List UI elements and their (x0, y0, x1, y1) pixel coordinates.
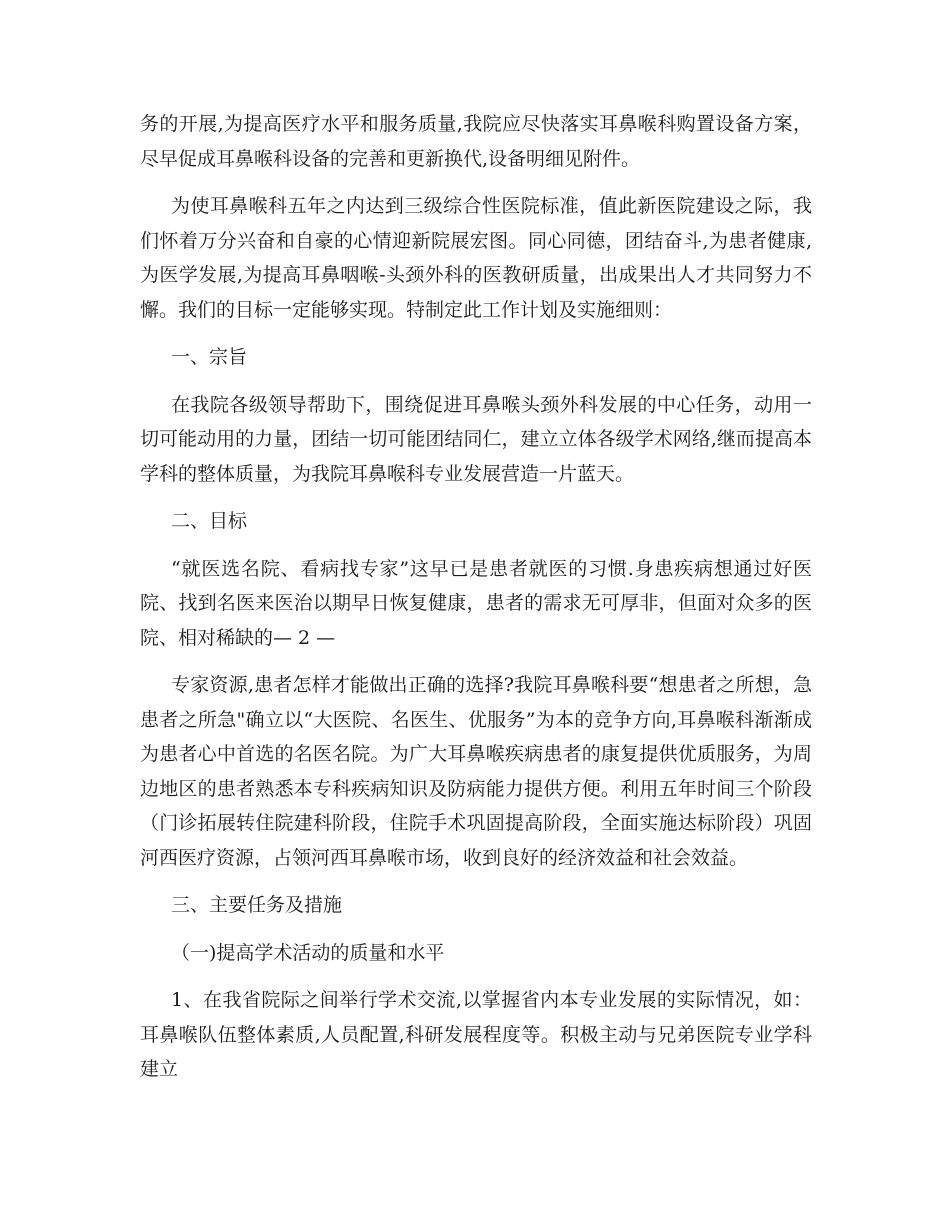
paragraph-exchange: 1、在我省院际之间举行学术交流,以掌握省内本专业发展的实际情况，如：耳鼻喉队伍整体素质,人员配置,科研发展程度等。积极主动与兄弟医院专业学科建立 (140, 989, 812, 1080)
paragraph-goal-intro: 为使耳鼻喉科五年之内达到三级综合性医院标准，值此新医院建设之际，我们怀着万分兴奋和自豪的心情迎新院展宏图。同心同德，团结奋斗,为患者健康,为医学发展,为提高耳鼻咽喉-头颈外科的医教研质量，出成果出人才共同努力不懈。我们的目标一定能够实现。特制定此工作计划及实施细则： (140, 195, 812, 321)
section-heading-tasks: 三、主要任务及措施 (171, 894, 343, 916)
paragraph-target: “就医选名院、看病找专家”这早已是患者就医的习惯.身患疾病想通过好医院、找到名医来医治以期早日恢复健康，患者的需求无可厚非，但面对众多的医院、相对稀缺的— 2 — (140, 557, 812, 649)
section-heading-target: 二、目标 (171, 510, 248, 532)
section-heading-purpose: 一、宗旨 (171, 346, 248, 368)
subsection-heading-academic: （一)提高学术活动的质量和水平 (171, 941, 445, 964)
paragraph-purpose: 在我院各级领导帮助下，围绕促进耳鼻喉头颈外科发展的中心任务，动用一切可能动用的力量，团结一切可能团结同仁，建立立体各级学术网络,继而提高本学科的整体质量，为我院耳鼻喉科专业发展营造一片蓝天。 (140, 393, 812, 485)
paragraph-continuation: 务的开展,为提高医疗水平和服务质量,我院应尽快落实耳鼻喉科购置设备方案，尽早促成耳鼻喉科设备的完善和更新换代,设备明细见附件。 (140, 113, 812, 170)
document-body (140, 107, 812, 1087)
paragraph-expert-resources: 专家资源,患者怎样才能做出正确的选择?我院耳鼻喉科要“想患者之所想，急患者之所急"确立以“大医院、名医生、优服务”为本的竞争方向,耳鼻喉科渐渐成为患者心中首选的名医名院。为广大耳鼻喉疾病患者的康复提供优质服务，为周边地区的患者熟悉本专科疾病知识及防病能力提供方便。利用五年时间三个阶段（门诊拓展转住院建科阶段，住院手术巩固提高阶段，全面实施达标阶段）巩固河西医疗资源，占领河西耳鼻喉市场，收到良好的经济效益和社会效益。 (140, 674, 812, 869)
